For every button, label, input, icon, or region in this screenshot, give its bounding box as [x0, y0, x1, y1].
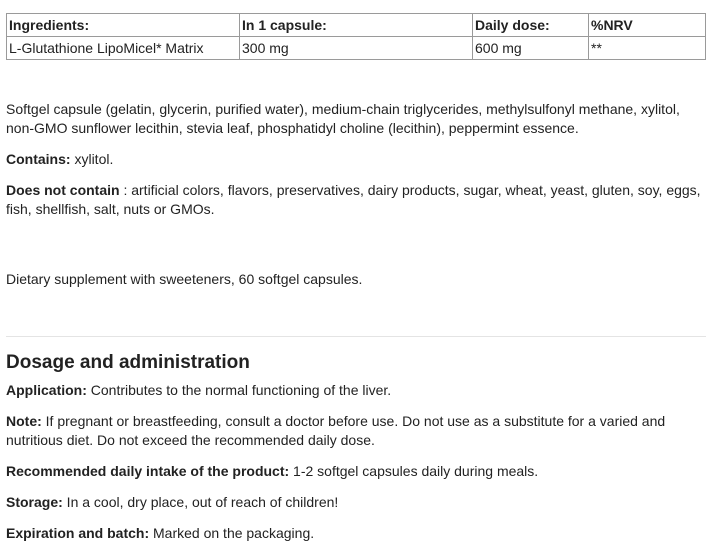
application-text: Contributes to the normal functioning of the liver. [86, 382, 392, 398]
cell-per-capsule: 300 mg [240, 37, 473, 60]
header-in-1-capsule: In 1 capsule: [240, 14, 473, 37]
does-not-contain-paragraph [6, 181, 706, 219]
note-text: If pregnant or breastfeeding, consult a doctor before use. Do not use as a substitute for a varied and nutritious diet. Do not exceed the recommended daily dose. [6, 413, 666, 448]
section-divider [6, 336, 706, 337]
table-header-row [7, 14, 706, 37]
does-not-contain-text: : artificial colors, flavors, preservatives, dairy products, sugar, wheat, yeast, gluten, soy, eggs, fish, shellfish, salt, nuts or GMOs. [6, 182, 701, 217]
note-paragraph [6, 412, 706, 450]
expiration-text: Marked on the packaging. [149, 525, 315, 541]
storage-text: In a cool, dry place, out of reach of children! [62, 494, 339, 510]
application-label: Application: [6, 382, 87, 398]
note-label: Note: [6, 413, 42, 429]
composition-text: Softgel capsule (gelatin, glycerin, purified water), medium-chain triglycerides, methylsulfonyl methane, xylitol, non-GMO sunflower lecithin, stevia leaf, phosphatidyl choline (lecithin), peppermint essence. [6, 101, 680, 136]
ingredients-table [6, 13, 706, 60]
header-daily-dose: Daily dose: [473, 14, 589, 37]
cell-daily-dose: 600 mg [473, 37, 589, 60]
cell-ingredient-name: L-Glutathione LipoMicel* Matrix [7, 37, 240, 60]
table-row [7, 37, 706, 60]
expiration-label: Expiration and batch: [6, 525, 150, 541]
recommended-intake-text: 1-2 softgel capsules daily during meals. [289, 463, 539, 479]
storage-paragraph [6, 493, 706, 512]
dosage-heading: Dosage and administration [6, 352, 250, 373]
header-ingredients: Ingredients: [7, 14, 240, 37]
cell-nrv: ** [589, 37, 706, 60]
contains-text: xylitol. [70, 151, 114, 167]
dietary-note: Dietary supplement with sweeteners, 60 softgel capsules. [6, 271, 363, 287]
recommended-intake-paragraph [6, 462, 706, 481]
expiration-paragraph [6, 524, 706, 543]
contains-label: Contains: [6, 151, 71, 167]
recommended-intake-label: Recommended daily intake of the product: [6, 463, 290, 479]
does-not-contain-label: Does not contain [6, 182, 120, 198]
application-paragraph [6, 381, 706, 400]
contains-paragraph [6, 150, 706, 169]
storage-label: Storage: [6, 494, 63, 510]
header-nrv: %NRV [589, 14, 706, 37]
